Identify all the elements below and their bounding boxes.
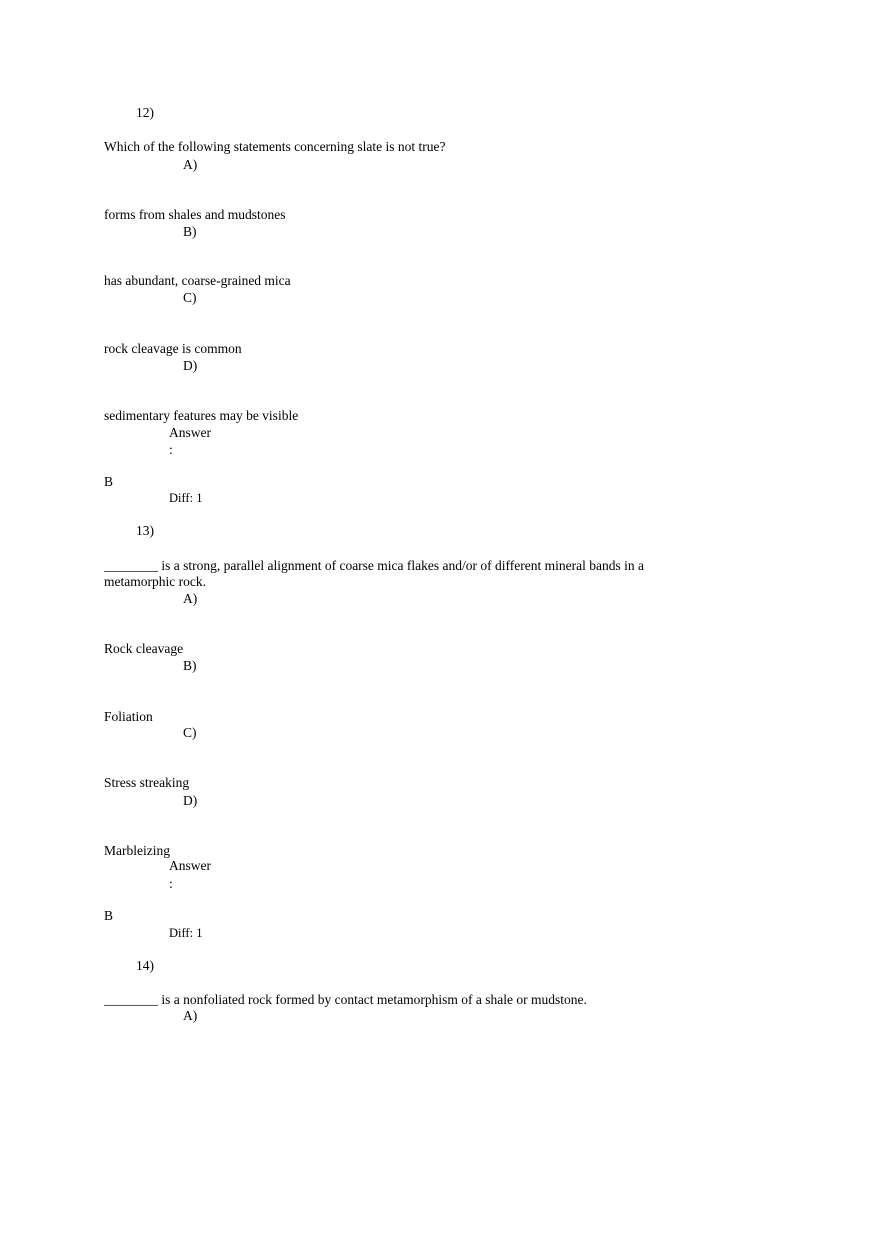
question-number: 12) (136, 105, 154, 120)
option-letter: A) (183, 591, 198, 606)
option-letter: D) (183, 358, 198, 373)
option-text: Foliation (104, 709, 153, 724)
option-text: Marbleizing (104, 843, 170, 858)
question-number: 14) (136, 958, 154, 973)
option-letter: B) (183, 224, 197, 239)
question-stem: ________ is a strong, parallel alignment of coarse mica flakes and/or of different mineral bands in a metamorphic rock. (104, 558, 644, 589)
option-letter: A) (183, 1008, 198, 1023)
answer-label: Answer (169, 425, 211, 440)
option-text: has abundant, coarse-grained mica (104, 273, 291, 288)
option-text: Stress streaking (104, 775, 190, 790)
option-letter: B) (183, 658, 197, 673)
option-text: Rock cleavage (104, 641, 184, 656)
option-letter: C) (183, 725, 197, 740)
answer-colon: : (169, 876, 173, 891)
option-letter: C) (183, 290, 197, 305)
answer-value: B (104, 474, 114, 489)
question-number: 13) (136, 523, 154, 538)
difficulty: Diff: 1 (169, 491, 203, 505)
option-text: rock cleavage is common (104, 341, 242, 356)
answer-colon: : (169, 442, 173, 457)
option-text: sedimentary features may be visible (104, 408, 299, 423)
option-text: forms from shales and mudstones (104, 207, 286, 222)
answer-value: B (104, 908, 114, 923)
question-stem: ________ is a nonfoliated rock formed by contact metamorphism of a shale or mudstone. (104, 992, 587, 1007)
question-stem: Which of the following statements concerning slate is not true? (104, 139, 446, 154)
option-letter: A) (183, 157, 198, 172)
difficulty: Diff: 1 (169, 926, 203, 940)
answer-label: Answer (169, 858, 211, 873)
option-letter: D) (183, 793, 198, 808)
